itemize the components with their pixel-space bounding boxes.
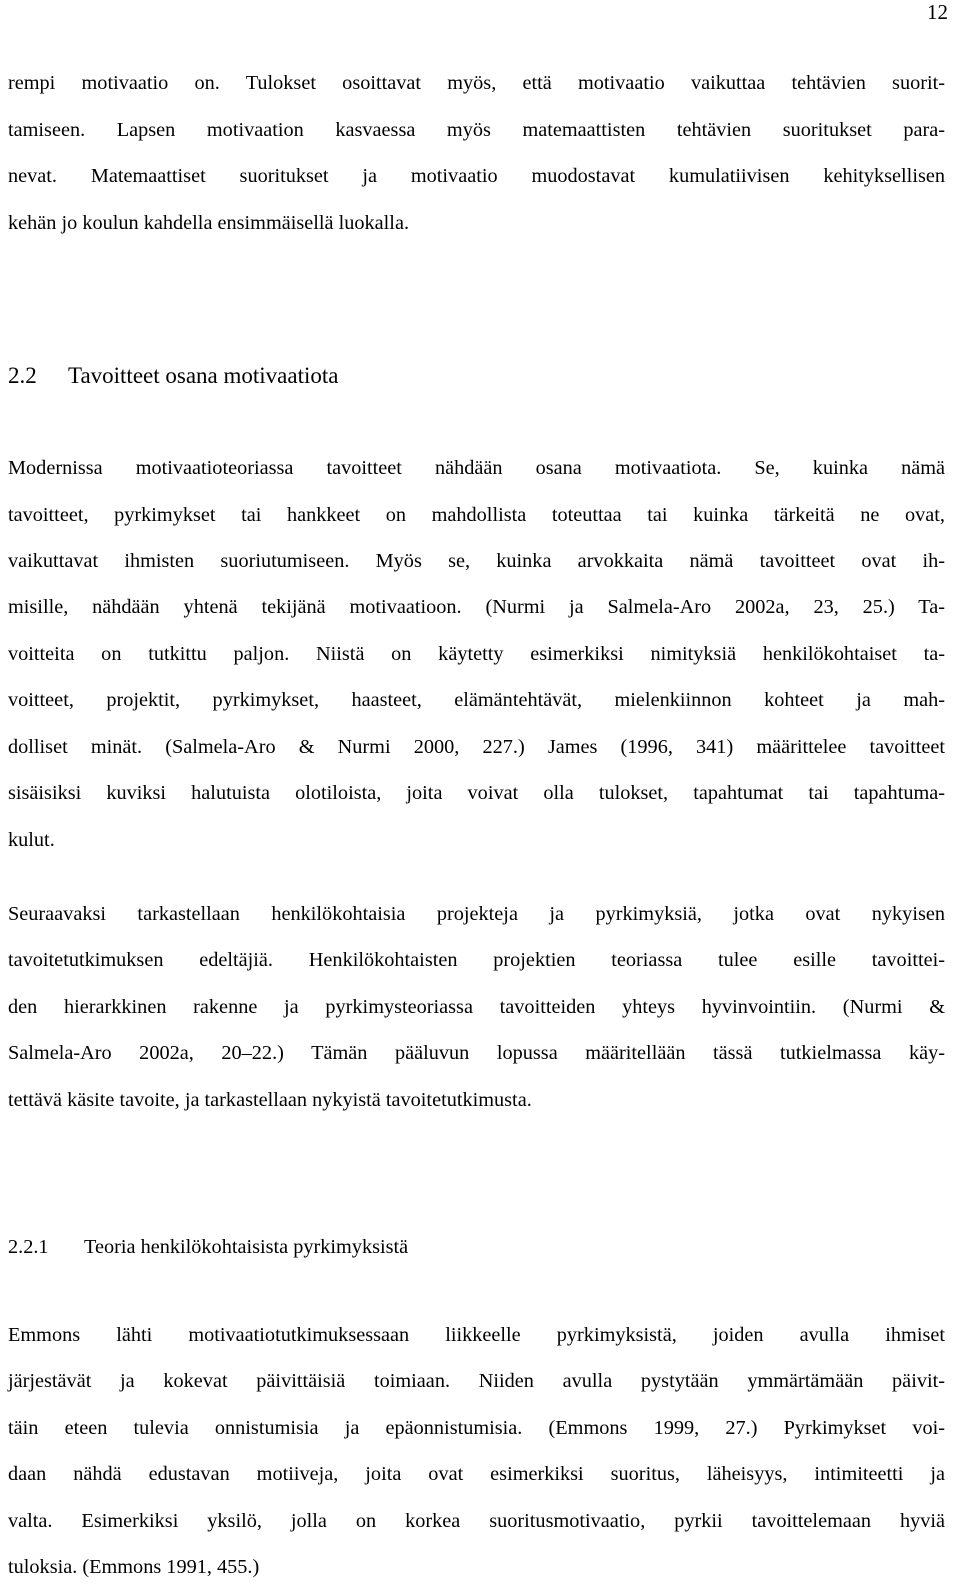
text-line: valta. Esimerkiksi yksilö, jolla on korkea suoritusmotivaatio, pyrkii tavoittelemaan hyviä bbox=[8, 1510, 945, 1532]
text-line: vaikuttavat ihmisten suoriutumiseen. Myös se, kuinka arvokkaita nämä tavoitteet ovat ih- bbox=[8, 550, 945, 572]
text-line: Modernissa motivaatioteoriassa tavoitteet nähdään osana motivaatiota. Se, kuinka nämä bbox=[8, 457, 945, 479]
subsection-number: 2.2.1 bbox=[8, 1236, 49, 1258]
text-line: tavoitteet, pyrkimykset tai hankkeet on mahdollista toteuttaa tai kuinka tärkeitä ne ovat, bbox=[8, 504, 945, 526]
text-line: kulut. bbox=[8, 829, 55, 851]
text-line: Seuraavaksi tarkastellaan henkilökohtaisia projekteja ja pyrkimyksiä, jotka ovat nykyisen bbox=[8, 903, 945, 925]
text-line: nevat. Matemaattiset suoritukset ja motivaatio muodostavat kumulatiivisen kehityksellisen bbox=[8, 165, 945, 187]
text-line: tuloksia. (Emmons 1991, 455.) bbox=[8, 1556, 260, 1578]
subsection-heading bbox=[8, 1234, 408, 1260]
subsection-title: Teoria henkilökohtaisista pyrkimyksistä bbox=[84, 1236, 409, 1258]
text-line: kehän jo koulun kahdella ensimmäisellä luokalla. bbox=[8, 212, 410, 234]
section-number: 2.2 bbox=[8, 363, 37, 388]
text-line: rempi motivaatio on. Tulokset osoittavat myös, että motivaatio vaikuttaa tehtävien suorit- bbox=[8, 72, 945, 94]
text-line: Emmons lähti motivaatiotutkimuksessaan liikkeelle pyrkimyksistä, joiden avulla ihmiset bbox=[8, 1324, 945, 1346]
text-line: tettävä käsite tavoite, ja tarkastellaan nykyistä tavoitetutkimusta. bbox=[8, 1089, 532, 1111]
text-line: tamiseen. Lapsen motivaation kasvaessa myös matemaattisten tehtävien suoritukset para- bbox=[8, 119, 945, 141]
section-title: Tavoitteet osana motivaatiota bbox=[68, 363, 339, 388]
text-line: voitteita on tutkittu paljon. Niistä on käytetty esimerkiksi nimityksiä henkilökohtaiset ta- bbox=[8, 643, 945, 665]
section-heading bbox=[8, 362, 338, 390]
text-line: järjestävät ja kokevat päivittäisiä toimiaan. Niiden avulla pystytään ymmärtämään päivit- bbox=[8, 1370, 945, 1392]
text-line: daan nähdä edustavan motiiveja, joita ovat esimerkiksi suoritus, läheisyys, intimiteetti ja bbox=[8, 1463, 945, 1485]
text-line: tavoitetutkimuksen edeltäjiä. Henkilökohtaisten projektien teoriassa tulee esille tavoittei- bbox=[8, 949, 945, 971]
text-line: voitteet, projektit, pyrkimykset, haasteet, elämäntehtävät, mielenkiinnon kohteet ja mah- bbox=[8, 689, 945, 711]
text-line: misille, nähdään yhtenä tekijänä motivaatioon. (Nurmi ja Salmela-Aro 2002a, 23, 25.) Ta- bbox=[8, 596, 945, 618]
text-line: Salmela-Aro 2002a, 20–22.) Tämän pääluvun lopussa määritellään tässä tutkielmassa käy- bbox=[8, 1042, 945, 1064]
page-number: 12 bbox=[927, 0, 948, 24]
text-line: dolliset minät. (Salmela-Aro & Nurmi 2000, 227.) James (1996, 341) määrittelee tavoitteet bbox=[8, 736, 945, 758]
text-line: sisäisiksi kuviksi halutuista olotiloista, joita voivat olla tulokset, tapahtumat tai tapahtuma- bbox=[8, 782, 945, 804]
text-line: den hierarkkinen rakenne ja pyrkimysteoriassa tavoitteiden yhteys hyvinvointiin. (Nurmi & bbox=[8, 996, 945, 1018]
text-line: täin eteen tulevia onnistumisia ja epäonnistumisia. (Emmons 1999, 27.) Pyrkimykset voi- bbox=[8, 1417, 945, 1439]
